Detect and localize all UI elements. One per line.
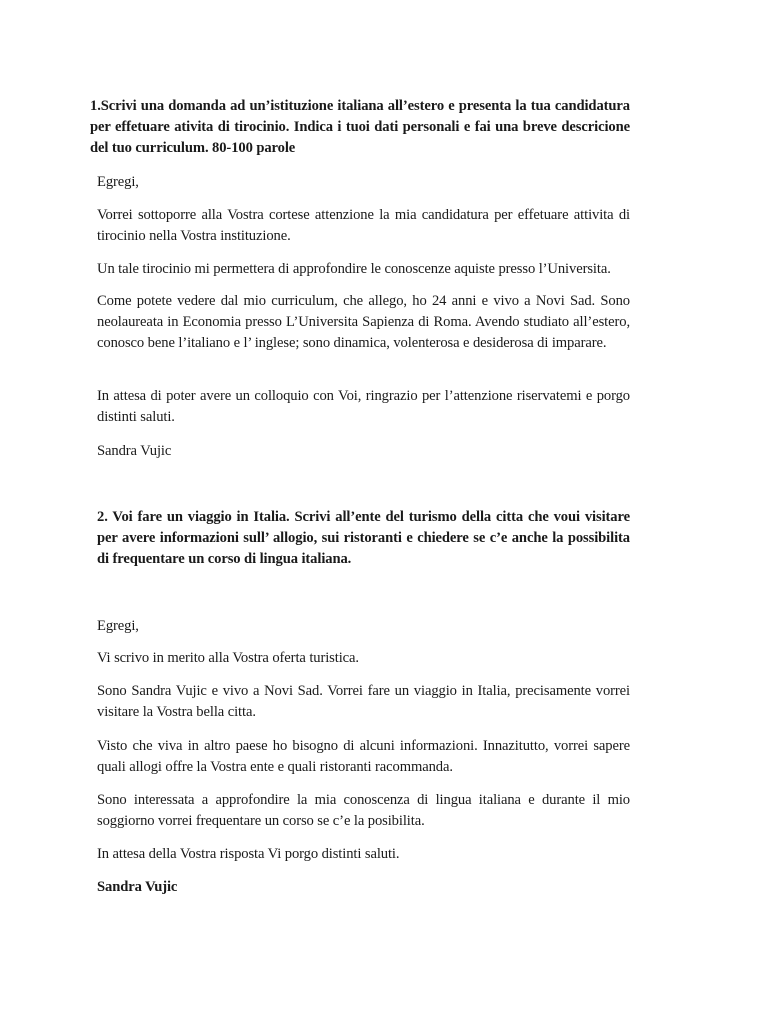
section2-paragraph-5: In attesa della Vostra risposta Vi porgo distinti saluti. — [97, 846, 400, 862]
section1-heading: 1.Scrivi una domanda ad un’istituzione italiana all’estero e presenta la tua candidatura per effetuare ativita di tirocinio. Indica i tuoi dati personali e fai una breve descricione del tuo curriculum. 80-100 parole — [90, 98, 630, 156]
section1-paragraph-2: Un tale tirocinio mi permettera di approfondire le conoscenze aquiste presso l’Universita. — [97, 261, 611, 277]
section2-greeting: Egregi, — [97, 618, 139, 634]
section1-paragraph-1: Vorrei sottoporre alla Vostra cortese attenzione la mia candidatura per effetuare attivita di tirocinio nella Vostra instituzione. — [97, 207, 630, 244]
section1-signature: Sandra Vujic — [97, 443, 172, 459]
section2-heading: 2. Voi fare un viaggio in Italia. Scrivi all’ente del turismo della citta che voui visitare per avere informazioni sull’ allogio, sui ristoranti e chiedere se c’e anche la possibilita di frequentare un corso di lingua italiana. — [97, 509, 630, 567]
section2-signature: Sandra Vujic — [97, 879, 178, 895]
section2-paragraph-3: Visto che viva in altro paese ho bisogno di alcuni informazioni. Innazitutto, vorrei sapere quali allogi offre la Vostra ente e quali ristoranti racommanda. — [97, 738, 630, 775]
section2-paragraph-2: Sono Sandra Vujic e vivo a Novi Sad. Vorrei fare un viaggio in Italia, precisamente vorrei visitare la Vostra bella citta. — [97, 683, 630, 720]
section1-paragraph-4: In attesa di poter avere un colloquio con Voi, ringrazio per l’attenzione riservatemi e porgo distinti saluti. — [97, 388, 630, 425]
section1-paragraph-3: Come potete vedere dal mio curriculum, che allego, ho 24 anni e vivo a Novi Sad. Sono neolaureata in Economia presso L’Universita Sapienza di Roma. Avendo studiato all’estero, conosco bene l’italiano e l’ inglese; sono dinamica, volenterosa e desiderosa di imparare. — [97, 293, 630, 351]
section2-paragraph-4: Sono interessata a approfondire la mia conoscenza di lingua italiana e durante il mio soggiorno vorrei frequentare un corso se c’e la posibilita. — [97, 792, 630, 829]
section2-paragraph-1: Vi scrivo in merito alla Vostra oferta turistica. — [97, 650, 359, 666]
section1-greeting: Egregi, — [97, 174, 139, 190]
